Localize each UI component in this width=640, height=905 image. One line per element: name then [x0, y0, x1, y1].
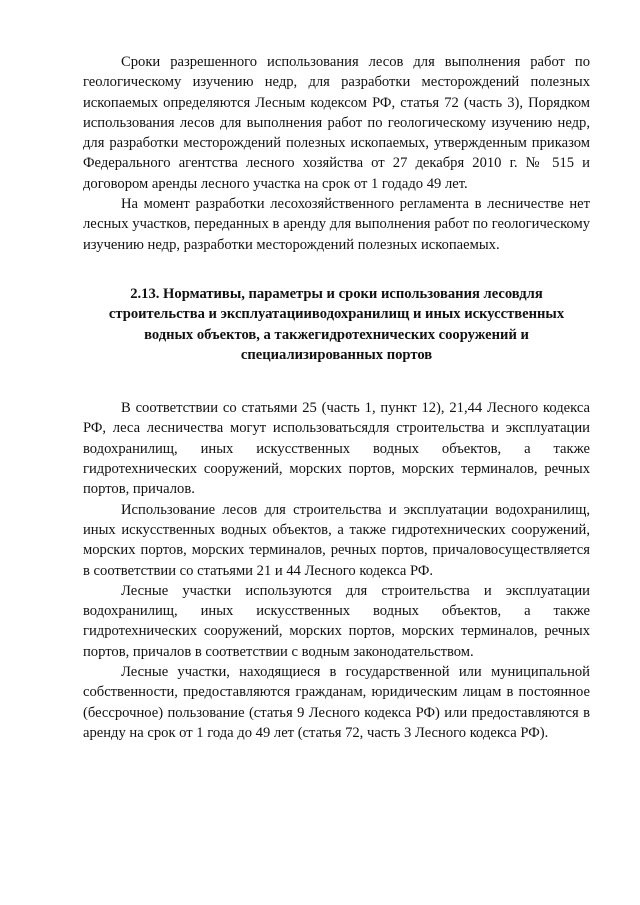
section-paragraph-4: Лесные участки, находящиеся в государственной или муниципальной собственности, предоставляются гражданам, юридическим лицам в постоянное (бессрочное) пользование (статья 9 Лесного кодекса РФ) или предоставляются в аренду на срок от 1 года до 49 лет (статья 72, часть 3 Лесного кодекса РФ). [83, 664, 590, 741]
section-body [83, 398, 590, 743]
intro-paragraph-2: На момент разработки лесохозяйственного регламента в лесничестве нет лесных участков, переданных в аренду для выполнения работ по геологическому изучению недр, разработки месторождений полезных ископаемых. [83, 196, 590, 253]
section-paragraph-2: Использование лесов для строительства и эксплуатации водохранилищ, иных искусственных водных объектов, а также гидротехнических сооружений, морских портов, морских терминалов, речных портов, причаловосуществляется в соответствии со статьями 21 и 44 Лесного кодекса РФ. [83, 501, 590, 579]
section-heading: 2.13. Нормативы, параметры и сроки использования лесовдля строительства и эксплуатацииводохранилищ и иных искусственных водных объектов, а такжегидротехнических сооружений и специализированных портов [108, 285, 565, 363]
intro-paragraph-1: Сроки разрешенного использования лесов для выполнения работ по геологическому изучению недр, для разработки месторождений полезных ископаемых определяются Лесным кодексом РФ, статья 72 (часть 3), Порядком использования лесов для выполнения работ по геологическому изучению недр, для разработки месторождений полезных ископаемых, утвержденным приказом Федерального агентства лесного хозяйства от 27 декабря 2010 г. № 515 и договором аренды лесного участка на срок от 1 годадо 49 лет. [83, 54, 590, 192]
section-paragraph-3: Лесные участки используются для строительства и эксплуатации водохранилищ, иных искусственных водных объектов, а также гидротехнических сооружений, морских портов, морских терминалов, речных портов, причалов в соответствии с водным законодательством. [83, 582, 590, 660]
document-page [83, 52, 590, 743]
section-paragraph-1: В соответствии со статьями 25 (часть 1, пункт 12), 21,44 Лесного кодекса РФ, леса лесничества могут использоватьсядля строительства и эксплуатации водохранилищ, иных искусственных водных объектов, а также гидротехнических сооружений, морских портов, морских терминалов, речных портов, причалов. [83, 400, 590, 498]
